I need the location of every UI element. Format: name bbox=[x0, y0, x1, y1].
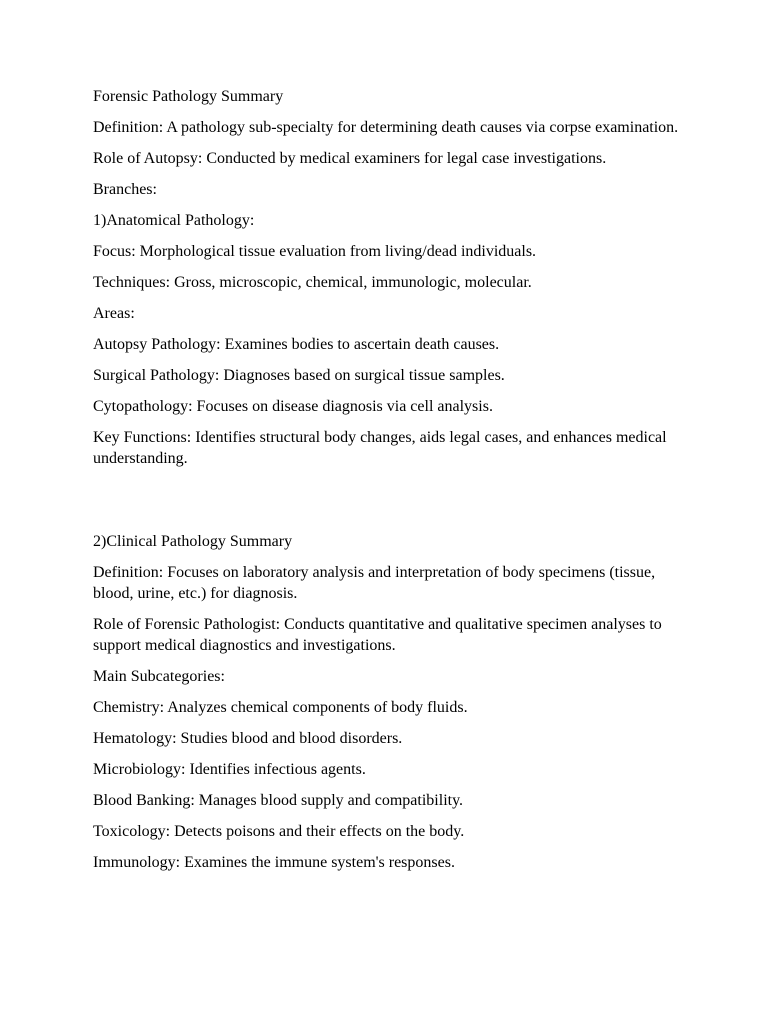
section1-title: Forensic Pathology Summary bbox=[93, 88, 284, 105]
section-spacer bbox=[93, 479, 693, 531]
section1-surgical-pathology: Surgical Pathology: Diagnoses based on surgical tissue samples. bbox=[93, 367, 505, 384]
section1-areas-heading: Areas: bbox=[93, 305, 135, 322]
section1-definition: Definition: A pathology sub-specialty for determining death causes via corpse examination. bbox=[93, 119, 679, 136]
section1-autopsy-pathology: Autopsy Pathology: Examines bodies to ascertain death causes. bbox=[93, 336, 500, 353]
section1-role-of-autopsy: Role of Autopsy: Conducted by medical examiners for legal case investigations. bbox=[93, 150, 607, 167]
section1-cytopathology: Cytopathology: Focuses on disease diagnosis via cell analysis. bbox=[93, 398, 493, 415]
section2-subcategories-heading: Main Subcategories: bbox=[93, 668, 225, 685]
section1-focus: Focus: Morphological tissue evaluation from living/dead individuals. bbox=[93, 243, 537, 260]
section2-hematology: Hematology: Studies blood and blood disorders. bbox=[93, 730, 403, 747]
section2-immunology: Immunology: Examines the immune system's responses. bbox=[93, 854, 455, 871]
section1-branches-heading: Branches: bbox=[93, 181, 157, 198]
section2-chemistry: Chemistry: Analyzes chemical components of body fluids. bbox=[93, 699, 468, 716]
section1-anatomical-pathology-heading: 1)Anatomical Pathology: bbox=[93, 212, 255, 229]
section2-microbiology: Microbiology: Identifies infectious agents. bbox=[93, 761, 366, 778]
section2-toxicology: Toxicology: Detects poisons and their effects on the body. bbox=[93, 823, 465, 840]
section1-techniques: Techniques: Gross, microscopic, chemical, immunologic, molecular. bbox=[93, 274, 532, 291]
section2-definition: Definition: Focuses on laboratory analysis and interpretation of body specimens (tissue, blood, urine, etc.) for diagnosis. bbox=[93, 564, 656, 602]
section1-key-functions: Key Functions: Identifies structural body changes, aids legal cases, and enhances medical understanding. bbox=[93, 429, 667, 467]
section2-title: 2)Clinical Pathology Summary bbox=[93, 533, 293, 550]
document-page bbox=[93, 86, 693, 883]
section2-blood-banking: Blood Banking: Manages blood supply and compatibility. bbox=[93, 792, 464, 809]
section2-role-of-forensic-pathologist: Role of Forensic Pathologist: Conducts quantitative and qualitative specimen analyses to support medical diagnostics and investigations. bbox=[93, 616, 662, 654]
